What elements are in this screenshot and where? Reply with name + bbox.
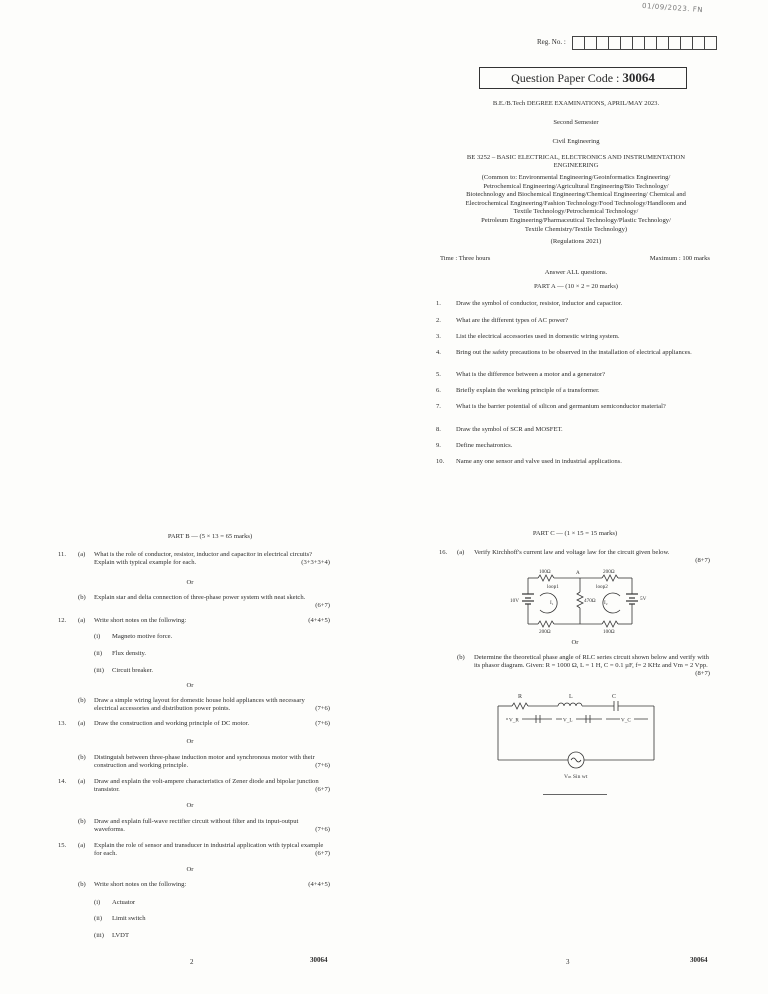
q15-number: 15. [58,842,67,849]
common-to-line: Electrochemical Engineering/Fashion Technology/Food Technology/Handloom and [465,199,687,207]
q12b-text: Draw a simple wiring layout for domestic house hold appliances with necessary electrical accessories and distribution power points. [94,697,305,713]
q-text: Define mechatronics. [456,442,513,449]
q11b-marks: (6+7) [315,602,330,609]
q-text: Draw the symbol of conductor, resistor, inductor and capacitor. [456,300,623,307]
q11a-text: What is the role of conductor, resistor, inductor and capacitor in electrical circuits? Explain with typical example for each. [94,551,313,567]
part-a-question [436,426,712,434]
q13a-marks: (7+6) [315,720,330,727]
vl-label: V_L [563,717,573,724]
q-number: 4. [436,349,441,356]
q-number: 10. [436,458,445,465]
page-number-left: 2 [190,958,194,966]
q15a-label: (a) [78,842,86,849]
q16b-text: Determine the theoretical phase angle of RLC series circuit shown below and verify with its phasor diagram. Given: R = 1000 Ω, L = 1 H, C = 0.1 µF, f= 2 KHz and Vm = 2 Vpp. [474,654,709,670]
q12a-item-number: (iii) [94,667,104,674]
part-a-question [436,300,712,308]
q15b-item-text: Actuator [112,899,136,906]
q-number: 8. [436,426,441,433]
q13-number: 13. [58,720,67,727]
end-rule [543,794,607,795]
part-a-question [436,333,712,341]
i1-label: I₁ [550,600,554,606]
paper-code-right: 30064 [690,956,708,964]
q11-number: 11. [58,551,66,558]
q14b-marks: (7+6) [315,826,330,833]
q13b-marks: (7+6) [315,762,330,769]
reg-no-boxes [573,36,717,50]
r4-label: 100Ω [603,629,615,635]
common-to-line: Textile Chemistry/Textile Technology) [524,225,628,233]
q14a-marks: (6+7) [315,786,330,793]
or-separator: Or [186,738,194,745]
q13b-label: (b) [78,754,86,761]
answer-all: Answer ALL questions. [544,269,608,276]
or-separator: Or [186,802,194,809]
node-a-label: A [576,570,580,576]
q12a-marks: (4+4+5) [308,617,330,624]
common-to-line: Petrochemical Engineering/Agricultural Engineering/Bio Technology/ [483,182,669,190]
max-marks: Maximum : 100 marks [649,255,710,262]
or-separator: Or [186,579,194,586]
q15a-text: Explain the role of sensor and transducer in industrial application with typical example for each. [94,842,324,858]
q16-number: 16. [439,549,448,556]
page-number-right: 3 [566,958,570,966]
q14-number: 14. [58,778,67,785]
q-text: Name any one sensor and valve used in industrial applications. [456,458,622,465]
q11b-text: Explain star and delta connection of three-phase power system with neat sketch. [94,594,306,601]
q12a-label: (a) [78,617,86,624]
q12a-item-text: Flux density. [112,650,147,657]
r2-label: 200Ω [603,569,615,575]
qpc-label: Question Paper Code : [511,71,620,85]
paper-code-left: 30064 [310,956,328,964]
part-a-question [436,349,712,357]
part-a-question [436,442,712,450]
r3-label: 200Ω [539,629,551,635]
q12a-text: Write short notes on the following: [94,617,187,624]
q-number: 3. [436,333,441,340]
v2-label: 5V [640,596,647,602]
q15b-item-number: (iii) [94,932,104,939]
q-number: 2. [436,317,441,324]
branch: Civil Engineering [552,138,600,145]
l-label: L [569,694,573,700]
q11a-label: (a) [78,551,86,558]
regulations: (Regulations 2021) [550,238,602,245]
q13a-text: Draw the construction and working principle of DC motor. [94,720,250,727]
q16a-marks: (8+7) [695,557,710,564]
common-to-line: Textile Technology/Petrochemical Technology/ [513,208,639,216]
q15a-marks: (6+7) [315,850,330,857]
q16a-label: (a) [457,549,465,556]
q11b-label: (b) [78,594,86,601]
rlc-series-circuit-diagram [494,690,664,780]
part-a-question [436,403,712,411]
i2-label: I₂ [604,600,608,606]
q12a-item-text: Circuit breaker. [112,667,154,674]
source-label: Vₘ Sin wt [564,774,588,780]
q-number: 5. [436,371,441,378]
q-text: What are the different types of AC power? [456,317,569,324]
q15b-label: (b) [78,881,86,888]
q-text: Bring out the safety precautions to be observed in the installation of electrical appliances. [456,349,692,356]
q14b-text: Draw and explain full-wave rectifier circuit without filter and its input-output waveforms. [94,818,299,834]
subject-line-1: BE 3252 – BASIC ELECTRICAL, ELECTRONICS AND INSTRUMENTATION [466,154,686,161]
common-to [436,174,716,234]
q14b-label: (b) [78,818,86,825]
q-text: What is the barrier potential of silicon and germanium semiconductor material? [456,403,666,410]
qpc-value: 30064 [622,70,655,85]
q-text: List the electrical accessories used in domestic wiring system. [456,333,620,340]
q15b-item-text: Limit switch [112,915,146,922]
or-separator: Or [186,866,194,873]
q16a-text: Verify Kirchhoff's current law and voltage law for the circuit given below. [474,549,670,556]
semester: Second Semester [553,119,599,126]
q15b-item-number: (i) [94,899,101,906]
subject-line-2: ENGINEERING [553,162,599,169]
common-to-line: Petroleum Engineering/Pharmaceutical Technology/Plastic Technology/ [481,216,671,224]
kirchhoff-circuit-diagram [510,568,650,636]
part-a-question [436,387,712,395]
q-text: What is the difference between a motor and a generator? [456,371,606,378]
q-number: 7. [436,403,441,410]
v1-label: 10V [510,598,519,604]
q15b-item-text: LVDT [112,932,129,939]
part-b-title: PART B — (5 × 13 = 65 marks) [167,533,253,540]
q-number: 1. [436,300,441,307]
q-text: Briefly explain the working principle of a transformer. [456,387,600,394]
part-a-question [436,317,712,325]
q12b-marks: (7+6) [315,705,330,712]
q12a-item-number: (ii) [94,650,103,657]
vr-label: V_R [509,717,519,724]
q12a-item-text: Magneto motive force. [112,633,173,640]
q14a-label: (a) [78,778,86,785]
part-c-title: PART C — (1 × 15 = 15 marks) [532,530,618,537]
common-to-line: Biotechnology and Biochemical Engineering/Chemical Engineering/ Chemical and [466,191,686,199]
r-label: R [518,694,523,700]
q16b-marks: (8+7) [695,670,710,677]
q11a-marks: (3+3+3+4) [301,559,330,566]
q12b-label: (b) [78,697,86,704]
or-separator: Or [186,682,194,689]
q13a-label: (a) [78,720,86,727]
q-number: 9. [436,442,441,449]
exam-title: B.E./B.Tech DEGREE EXAMINATIONS, APRIL/MAY 2023. [492,100,660,107]
question-paper-code-box [479,67,687,89]
part-a-title: PART A — (10 × 2 = 20 marks) [534,283,618,290]
q15b-item-number: (ii) [94,915,103,922]
q-number: 6. [436,387,441,394]
part-a-question [436,458,712,466]
common-to-line: (Common to: Environmental Engineering/Geoinformatics Engineering/ [481,174,671,181]
part-a-question [436,371,712,379]
or-separator: Or [571,639,579,646]
q12a-item-number: (i) [94,633,101,640]
reg-no-label: Reg. No. : [537,38,566,46]
q15b-text: Write short notes on the following: [94,881,187,888]
q12-number: 12. [58,617,67,624]
q14a-text: Draw and explain the volt-ampere characteristics of Zener diode and bipolar junction transistor. [94,778,319,794]
r1-label: 100Ω [539,569,551,575]
rmid-label: 470Ω [584,598,596,604]
q-text: Draw the symbol of SCR and MOSFET. [456,426,563,433]
time-label: Time : Three hours [440,255,491,262]
loop2-label: loop2 [596,584,608,590]
q16b-label: (b) [457,654,465,661]
c-label: C [612,694,617,700]
handwritten-date-note: 01/09/2023. FN [641,1,704,15]
q13b-text: Distinguish between three-phase induction motor and synchronous motor with their construction and working principle. [94,754,315,770]
q15b-marks: (4+4+5) [308,881,330,888]
vc-label: V_C [621,717,631,724]
loop1-label: loop1 [547,584,559,590]
